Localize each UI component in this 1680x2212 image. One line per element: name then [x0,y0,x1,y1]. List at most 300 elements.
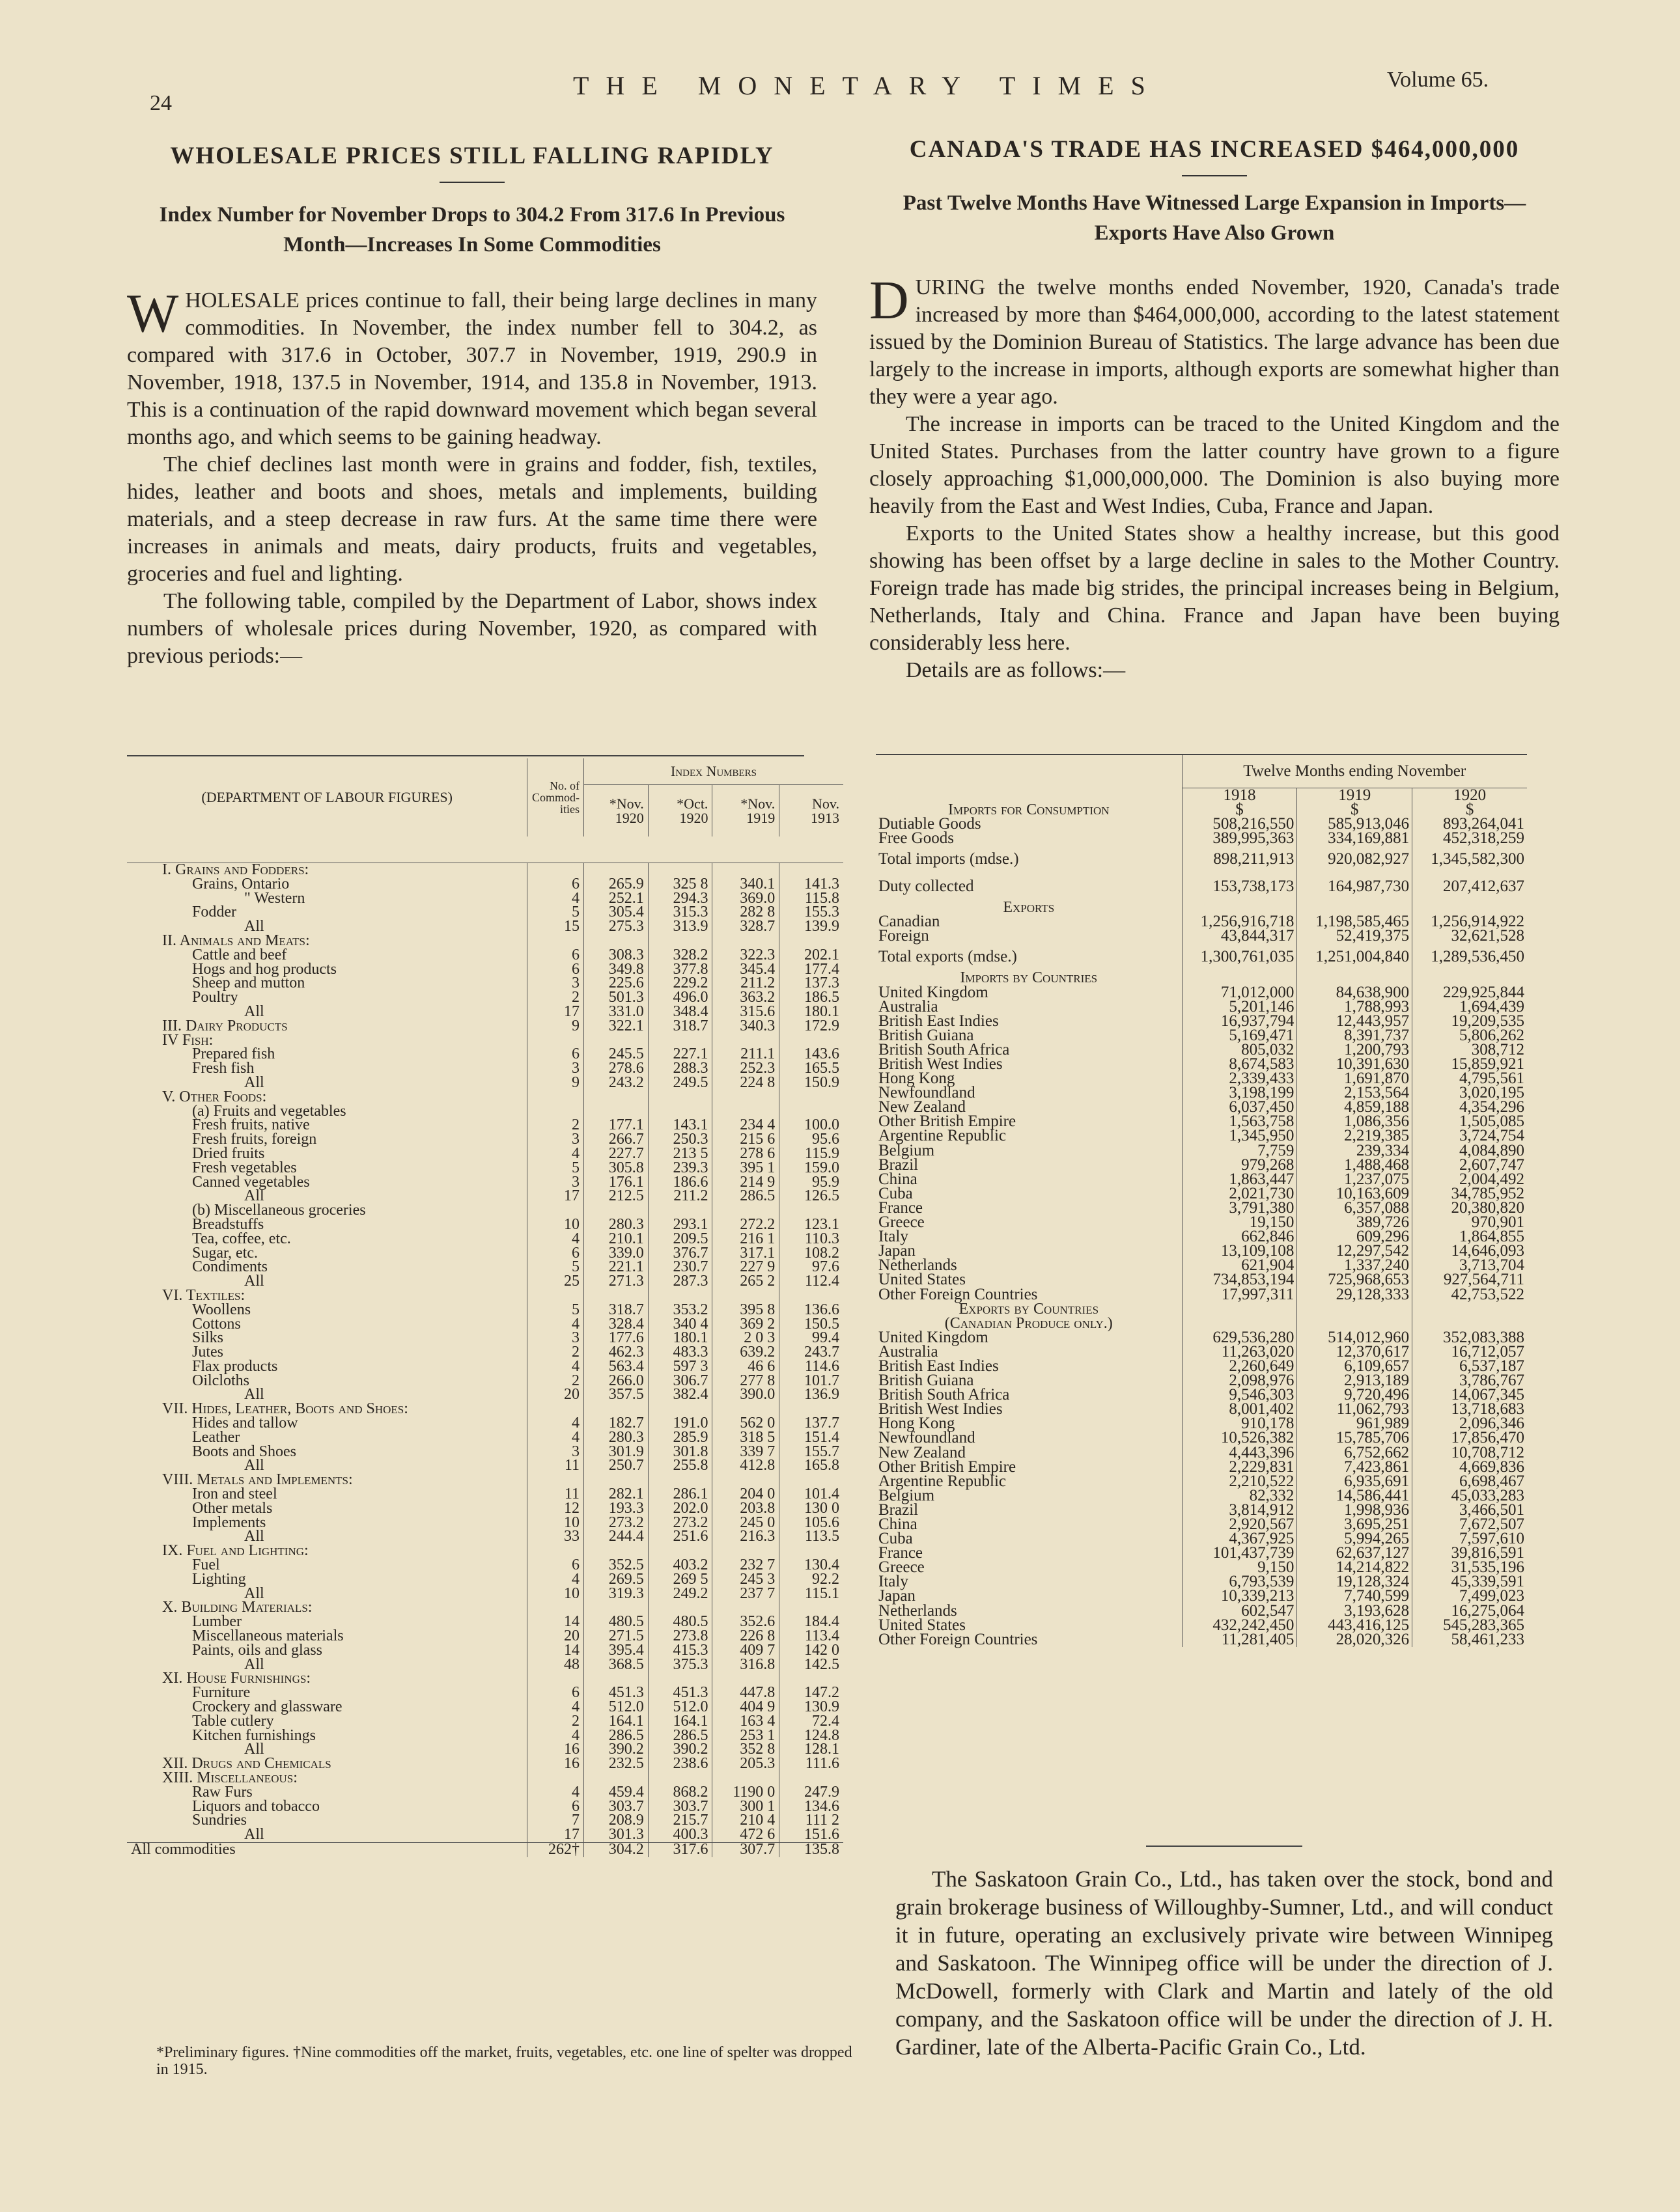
headline-rule [1182,175,1247,176]
trade-value: 15,785,706 [1297,1431,1412,1445]
trade-value: 1,505,085 [1412,1114,1527,1129]
index-value: 339.0 [584,1247,649,1261]
index-value: 112.4 [779,1275,843,1289]
commodity-name: Raw Furs [192,1783,253,1801]
trade-value: 5,169,471 [1182,1029,1297,1043]
index-row [127,1019,843,1034]
index-value: 113.4 [779,1629,843,1644]
index-value [779,1090,843,1105]
index-value: 462.3 [584,1346,649,1360]
index-value: 1190 0 [712,1786,779,1800]
commodity-name: Poultry [192,989,238,1006]
index-value: 155.7 [779,1445,843,1459]
index-value: 322.1 [584,1019,649,1034]
index-value: 409 7 [712,1644,779,1658]
index-value: 130.4 [779,1558,843,1573]
trade-value: 621,904 [1182,1258,1297,1273]
unit-label: $ [1182,803,1297,817]
index-value: 176.1 [584,1176,649,1190]
trade-value: 28,020,326 [1297,1633,1412,1647]
trade-row [876,1431,1527,1445]
commodity-count: 20 [527,1629,584,1644]
index-value: 216 1 [712,1232,779,1247]
saskatoon-note [895,1865,1553,2061]
index-value: 128.1 [779,1743,843,1757]
index-value: 245 0 [712,1516,779,1530]
commodity-name: All [244,1457,264,1474]
index-value: 182.7 [584,1417,649,1431]
row-label: British Guiana [878,1372,974,1390]
index-value: 205.3 [712,1757,779,1771]
trade-value: 52,419,375 [1297,929,1412,943]
trade-value: 7,423,861 [1297,1460,1412,1474]
row-label: British West Indies [878,1055,1003,1073]
row-label: Other Foreign Countries [878,1285,1038,1303]
index-value: 318 5 [712,1431,779,1445]
index-row [127,1828,843,1842]
row-label: China [878,1515,917,1533]
index-value: 139.9 [779,920,843,934]
index-value: 307.7 [712,1842,779,1857]
row-label: Belgium [878,1486,935,1504]
commodity-name: Flax products [192,1357,278,1375]
index-value: 563.4 [584,1360,649,1374]
trade-value: 10,526,382 [1182,1431,1297,1445]
index-row [127,1176,843,1190]
trade-value: 12,443,957 [1297,1014,1412,1029]
note-paragraph: The Saskatoon Grain Co., Ltd., has taken over the stock, bond and grain brokerage business of Willoughby-Sumner, Ltd., and will conduct it in future, operating an exclusively private wire between Winnipeg and Saskatoon. The Winnipeg office will be under the direction of J. McDowell, formerly with Clark and Martin and lately of the old company, and the Saskatoon office will be under the direction of J. H. Gardiner, late of the Alberta-Pacific Grain Co., Ltd. [895,1866,1553,2060]
index-value: 282.1 [584,1487,649,1502]
trade-value: 1,488,468 [1297,1158,1412,1172]
trade-value: 239,334 [1297,1144,1412,1158]
unit-label: $ [1412,803,1527,817]
index-value: 226 8 [712,1629,779,1644]
index-value: 459.4 [584,1786,649,1800]
commodity-name: Silks [192,1329,224,1347]
index-value: 180.1 [779,1005,843,1019]
commodity-name: VI. Textiles: [162,1286,245,1304]
trade-value: 45,339,591 [1412,1575,1527,1589]
trade-value: 2,153,564 [1297,1086,1412,1100]
index-value: 447.8 [712,1686,779,1700]
index-value: 273.8 [648,1629,712,1644]
commodity-count: 3 [527,1331,584,1346]
trade-value: 6,752,662 [1297,1446,1412,1460]
commodity-name: XI. House Furnishings: [162,1670,311,1687]
left-subhead: Index Number for November Drops to 304.2 From 317.6 In Previous Month—Increases In Some Commodities [159,203,785,256]
index-value: 315.3 [648,906,712,920]
trade-value: 8,001,402 [1182,1402,1297,1417]
trade-value: 1,251,004,840 [1297,943,1412,971]
index-value: 165.8 [779,1459,843,1473]
commodity-count: 6 [527,963,584,977]
trade-value: 29,128,333 [1297,1288,1412,1302]
index-row [127,1331,843,1346]
index-value: 230.7 [648,1260,712,1275]
index-value: 317.6 [648,1842,712,1857]
row-label: Japan [878,1587,916,1605]
index-value: 95.9 [779,1176,843,1190]
trade-value: 545,283,365 [1412,1618,1527,1633]
commodity-name: V. Other Foods: [162,1088,267,1105]
commodity-name: Sheep and mutton [192,975,305,992]
right-body [869,270,1560,684]
index-value: 147.2 [779,1686,843,1700]
commodity-name: Tea, coffee, etc. [192,1230,291,1247]
index-value: 868.2 [648,1786,712,1800]
col-header-nov-1919: *Nov. 1919 [712,785,779,837]
trade-value: 6,698,467 [1412,1474,1527,1489]
trade-value: 1,863,447 [1182,1172,1297,1187]
trade-value: 514,012,960 [1297,1331,1412,1345]
trade-row [876,1244,1527,1258]
index-value: 293.1 [648,1218,712,1232]
trade-value: 19,128,324 [1297,1575,1412,1589]
index-value: 177.4 [779,963,843,977]
index-value: 204 0 [712,1487,779,1502]
trade-value: 1,345,582,300 [1412,846,1527,873]
index-value: 269 5 [648,1573,712,1587]
index-row [127,1842,843,1857]
trade-value: 58,461,233 [1412,1633,1527,1647]
commodity-count: 4 [527,892,584,906]
commodity-count: 33 [527,1530,584,1544]
left-body [127,283,817,670]
commodity-name: Fresh fruits, native [192,1116,310,1134]
trade-value: 3,786,767 [1412,1374,1527,1388]
commodity-count: 3 [527,1176,584,1190]
commodity-count: 16 [527,1757,584,1771]
trade-row [876,1546,1527,1560]
trade-value: 13,109,108 [1182,1244,1297,1258]
trade-value: 2,096,346 [1412,1417,1527,1431]
trade-row [876,1633,1527,1647]
trade-value: 3,713,704 [1412,1258,1527,1273]
index-value: 451.3 [584,1686,649,1700]
commodity-name: (b) Miscellaneous groceries [192,1202,366,1219]
trade-value: 7,499,023 [1412,1589,1527,1603]
index-value: 390.2 [584,1743,649,1757]
commodity-name: All [244,1187,264,1205]
table-footnote: *Preliminary figures. †Nine commodities off the market, fruits, vegetables, etc. one line of spelter was dropped in 1915. [156,2044,852,2078]
index-value: 275.3 [584,920,649,934]
trade-row [876,1129,1527,1143]
commodity-count: 4 [527,1700,584,1715]
index-value: 164.1 [584,1715,649,1729]
commodity-name: Canned vegetables [192,1173,310,1191]
index-value: 395.4 [584,1644,649,1658]
index-value: 288.3 [648,1062,712,1076]
index-value: 46 6 [712,1360,779,1374]
index-value: 390.0 [712,1388,779,1402]
index-value: 352.6 [712,1615,779,1629]
index-value: 597 3 [648,1360,712,1374]
col-header-nov-1913: Nov. 1913 [779,785,843,837]
row-label: British West Indies [878,1400,1003,1418]
trade-row [876,986,1527,1000]
trade-value: 82,332 [1182,1489,1297,1503]
index-value: 282 8 [712,906,779,920]
trade-value: 308,712 [1412,1043,1527,1057]
row-label: Greece [878,1213,925,1232]
index-value: 273.2 [648,1516,712,1530]
commodity-count: 2 [527,1346,584,1360]
index-value: 304.2 [584,1842,649,1857]
trade-table [876,755,1527,1647]
trade-value: 3,724,754 [1412,1129,1527,1143]
trade-value: 389,995,363 [1182,831,1297,846]
headline-rule [440,182,505,183]
wholesale-index-table [127,758,843,1857]
commodity-count: 17 [527,1005,584,1019]
commodity-count: 7 [527,1814,584,1828]
trade-value: 45,033,283 [1412,1489,1527,1503]
trade-row [876,831,1527,846]
index-value: 213 5 [648,1147,712,1161]
index-value: 224 8 [712,1076,779,1090]
trade-value: 1,691,870 [1297,1071,1412,1086]
trade-value: 6,537,187 [1412,1359,1527,1374]
right-paragraph-2: The increase in imports can be traced to the United Kingdom and the United States. Purchases from the latter country have grown to a figure closely approaching $1,000,000,000. The Dominion is also buying more heavily from the East and West Indies, Cuba, France and Japan. [869,412,1560,518]
trade-value: 1,345,950 [1182,1129,1297,1143]
index-row [127,1318,843,1332]
commodity-name: All [244,1655,264,1673]
index-value: 232.5 [584,1757,649,1771]
index-value: 115.8 [779,892,843,906]
commodity-name: All [244,1826,264,1844]
index-value: 155.3 [779,906,843,920]
trade-value: 16,937,794 [1182,1014,1297,1029]
trade-value: 1,563,758 [1182,1114,1297,1129]
trade-value: 334,169,881 [1297,831,1412,846]
right-article [869,135,1560,684]
row-label: Italy [878,1228,908,1246]
trade-row [876,1604,1527,1618]
trade-value: 662,846 [1182,1230,1297,1244]
row-label: Argentine Republic [878,1127,1007,1145]
trade-value: 16,712,057 [1412,1345,1527,1359]
trade-value: 1,086,356 [1297,1114,1412,1129]
index-value: 100.0 [779,1118,843,1133]
index-value: 352 8 [712,1743,779,1757]
trade-value: 6,109,657 [1297,1359,1412,1374]
commodity-count: 4 [527,1729,584,1743]
index-value: 110.3 [779,1232,843,1247]
index-value: 305.4 [584,906,649,920]
commodity-count: 5 [527,1161,584,1176]
commodity-name: Lighting [192,1570,246,1588]
index-value: 272.2 [712,1218,779,1232]
index-value: 318.7 [648,1019,712,1034]
row-label: Foreign [878,927,929,945]
index-value: 136.6 [779,1303,843,1318]
trade-value: 3,020,195 [1412,1086,1527,1100]
index-value: 251.6 [648,1530,712,1544]
commodity-name: All [244,918,264,935]
index-value: 111.6 [779,1757,843,1771]
index-value: 286.5 [584,1729,649,1743]
index-value: 2 0 3 [712,1331,779,1346]
trade-value: 1,998,936 [1297,1503,1412,1517]
index-value: 243.2 [584,1076,649,1090]
index-value: 252.3 [712,1062,779,1076]
commodity-count: 4 [527,1232,584,1247]
index-value: 273.2 [584,1516,649,1530]
row-label: United States [878,1616,966,1634]
trade-value: 1,300,761,035 [1182,943,1297,971]
index-value: 141.3 [779,878,843,892]
index-value: 265 2 [712,1275,779,1289]
trade-value: 8,391,737 [1297,1029,1412,1043]
trade-row [876,915,1527,929]
trade-value: 585,913,046 [1297,817,1412,831]
left-headline: WHOLESALE PRICES STILL FALLING RAPIDLY [170,143,774,169]
index-value: 269.5 [584,1573,649,1587]
index-value: 237 7 [712,1587,779,1601]
commodity-count: 4 [527,1360,584,1374]
index-value: 113.5 [779,1530,843,1544]
index-value: 172.9 [779,1019,843,1034]
index-value: 353.2 [648,1303,712,1318]
index-value: 266.0 [584,1374,649,1389]
commodity-name: Boots and Shoes [192,1443,297,1460]
commodity-name: Fuel [192,1556,220,1574]
trade-value: 14,214,822 [1297,1560,1412,1575]
commodity-count: 20 [527,1388,584,1402]
commodity-count: 25 [527,1275,584,1289]
trade-row [876,1331,1527,1345]
index-value: 286.5 [648,1729,712,1743]
index-value: 357.5 [584,1388,649,1402]
index-value: 143.1 [648,1118,712,1133]
trade-row [876,1503,1527,1517]
index-value: 210 4 [712,1814,779,1828]
index-value [712,1090,779,1105]
trade-value: 1,237,075 [1297,1172,1412,1187]
commodity-count: 5 [527,906,584,920]
trade-value: 164,987,730 [1297,873,1412,900]
commodity-count: 3 [527,1133,584,1147]
commodity-count: 4 [527,1147,584,1161]
trade-row [876,1560,1527,1575]
trade-row [876,873,1527,900]
index-value: 348.4 [648,1005,712,1019]
trade-value: 62,637,127 [1297,1546,1412,1560]
row-label: Canadian [878,913,940,931]
index-value: 151.4 [779,1431,843,1445]
commodity-count: 14 [527,1644,584,1658]
index-value: 349.8 [584,963,649,977]
trade-value: 3,466,501 [1412,1503,1527,1517]
index-value: 136.9 [779,1388,843,1402]
trade-row [876,1517,1527,1532]
row-label: British East Indies [878,1012,999,1030]
row-label: British South Africa [878,1040,1010,1058]
trade-value: 4,669,836 [1412,1460,1527,1474]
index-value: 315.6 [712,1005,779,1019]
index-value: 400.3 [648,1828,712,1842]
commodity-count: 9 [527,1076,584,1090]
commodity-name: All [244,1528,264,1545]
index-value: 300 1 [712,1800,779,1814]
index-value: 328.2 [648,948,712,963]
index-value: 472 6 [712,1828,779,1842]
commodity-count: 9 [527,1019,584,1034]
commodity-count: 6 [527,1558,584,1573]
trade-value: 2,021,730 [1182,1187,1297,1201]
index-row [127,1573,843,1587]
index-value: 135.8 [779,1842,843,1857]
trade-value: 84,638,900 [1297,986,1412,1000]
commodity-count: 2 [527,1118,584,1133]
exports-heading: Exports [1003,899,1055,917]
index-row [127,1516,843,1530]
trade-value: 4,084,890 [1412,1144,1527,1158]
commodity-count: 17 [527,1189,584,1204]
left-article [127,142,817,670]
row-label: Italy [878,1573,908,1591]
index-value: 377.8 [648,963,712,977]
commodity-count: 11 [527,1459,584,1473]
index-value: 124.8 [779,1729,843,1743]
index-value: 480.5 [648,1615,712,1629]
index-value: 211.1 [712,1047,779,1062]
index-row [127,1729,843,1743]
commodity-count: 4 [527,1431,584,1445]
index-row [127,1544,843,1558]
row-label: Dutiable Goods [878,814,981,833]
commodity-count: 262† [527,1842,584,1857]
trade-value: 1,256,914,922 [1412,915,1527,929]
row-label: Greece [878,1558,925,1577]
index-row [127,991,843,1005]
trade-value: 3,695,251 [1297,1517,1412,1532]
trade-value: 16,275,064 [1412,1604,1527,1618]
trade-value: 1,289,536,450 [1412,943,1527,971]
commodity-name: VII. Hides, Leather, Boots and Shoes: [162,1400,408,1418]
trade-value: 1,864,855 [1412,1230,1527,1244]
index-value: 375.3 [648,1658,712,1672]
trade-value: 927,564,711 [1412,1273,1527,1287]
index-value: 639.2 [712,1346,779,1360]
trade-row [876,1201,1527,1215]
commodity-name: Sugar, etc. [192,1244,259,1262]
index-value: 253 1 [712,1729,779,1743]
trade-value: 42,753,522 [1412,1288,1527,1302]
commodity-count: 5 [527,1260,584,1275]
trade-value: 14,646,093 [1412,1244,1527,1258]
commodity-name: Paints, oils and glass [192,1641,323,1659]
trade-value: 229,925,844 [1412,986,1527,1000]
index-value: 245 3 [712,1573,779,1587]
index-value: 280.3 [584,1218,649,1232]
index-value: 115.1 [779,1587,843,1601]
trade-value: 10,391,630 [1297,1057,1412,1071]
index-value: 126.5 [779,1189,843,1204]
trade-row [876,1474,1527,1489]
trade-value: 1,788,993 [1297,1000,1412,1014]
index-value: 105.6 [779,1516,843,1530]
index-row [127,1062,843,1076]
row-label: Australia [878,1342,938,1361]
index-value: 252.1 [584,892,649,906]
trade-value: 10,163,609 [1297,1187,1412,1201]
commodity-name: XIII. Miscellaneous: [162,1769,298,1786]
section-rule [1146,1846,1302,1847]
commodity-name: All [244,1273,264,1290]
index-value: 111 2 [779,1814,843,1828]
index-value: 303.7 [584,1800,649,1814]
